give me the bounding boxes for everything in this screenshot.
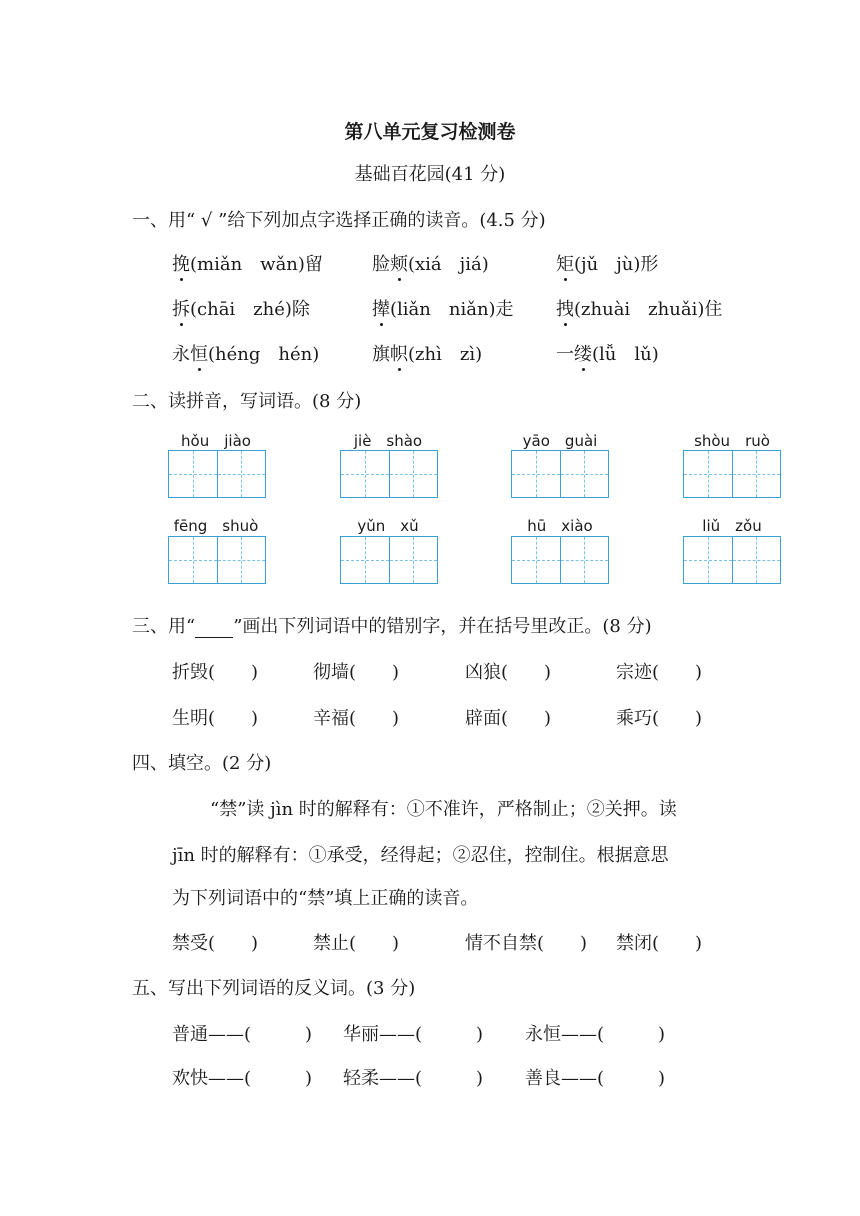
q3-item: 彻墙( ) [313, 662, 400, 683]
q3-item: 乘巧( ) [616, 708, 703, 729]
q4-heading: 四、填空。(2 分) [132, 753, 272, 774]
underline-sample [195, 619, 233, 638]
q1-item: 永恒(héng hén) [172, 344, 320, 365]
pinyin-label: hǒu jiào [181, 432, 251, 450]
q1-heading: 一、用“ √ ”给下列加点字选择正确的读音。(4.5 分) [132, 210, 546, 231]
q3-item: 辟面( ) [465, 708, 552, 729]
section-subtitle: 基础百花园(41 分) [354, 164, 506, 185]
q4-item: 禁闭( ) [616, 933, 703, 954]
writing-grid[interactable] [340, 450, 438, 498]
q1-item: 旗帜(zhì zì) [372, 344, 483, 365]
q1-item: 挽(miǎn wǎn)留 [172, 254, 323, 275]
writing-grid[interactable] [683, 536, 781, 584]
q4-item: 禁受( ) [172, 933, 259, 954]
q4-paragraph-line: “禁”读 jìn 时的解释有：①不准许，严格制止；②关押。读 [210, 799, 677, 820]
q5-item: 轻柔——( ) [343, 1068, 484, 1089]
q5-item: 善良——( ) [525, 1068, 666, 1089]
q1-item: 拆(chāi zhé)除 [172, 299, 310, 320]
writing-grid[interactable] [511, 536, 609, 584]
q3-item: 辛福( ) [313, 708, 400, 729]
pinyin-label: hū xiào [527, 517, 593, 535]
q5-item: 普通——( ) [172, 1024, 313, 1045]
writing-grid[interactable] [511, 450, 609, 498]
q5-item: 华丽——( ) [343, 1024, 484, 1045]
q5-item: 欢快——( ) [172, 1068, 313, 1089]
q5-heading: 五、写出下列词语的反义词。(3 分) [132, 978, 416, 999]
q4-paragraph-line: 为下列词语中的“禁”填上正确的读音。 [172, 888, 479, 909]
pinyin-label: yǔn xǔ [357, 517, 419, 535]
q1-item: 拽(zhuài zhuǎi)住 [556, 299, 723, 320]
pinyin-label: fēng shuò [173, 517, 259, 535]
writing-grid[interactable] [168, 450, 266, 498]
pinyin-label: shòu ruò [694, 432, 770, 450]
q1-item: 撵(liǎn niǎn)走 [372, 299, 514, 320]
q3-heading: 三、用“ ”画出下列词语中的错别字，并在括号里改正。(8 分) [132, 616, 652, 637]
q3-item: 宗迹( ) [616, 662, 703, 683]
page-title: 第八单元复习检测卷 [344, 121, 516, 143]
q2-heading: 二、读拼音，写词语。(8 分) [132, 391, 362, 412]
writing-grid[interactable] [340, 536, 438, 584]
q1-item: 一缕(lǚ lǔ) [556, 344, 659, 365]
q3-item: 生明( ) [172, 708, 259, 729]
q1-item: 矩(jǔ jù)形 [556, 254, 659, 275]
q4-paragraph-line: jīn 时的解释有：①承受，经得起；②忍住，控制住。根据意思 [172, 845, 669, 866]
q3-item: 凶狼( ) [465, 662, 552, 683]
pinyin-label: yāo guài [522, 432, 598, 450]
q3-item: 折毁( ) [172, 662, 259, 683]
q5-item: 永恒——( ) [525, 1024, 666, 1045]
pinyin-label: jiè shào [353, 432, 423, 450]
pinyin-label: liǔ zǒu [702, 517, 762, 535]
writing-grid[interactable] [683, 450, 781, 498]
writing-grid[interactable] [168, 536, 266, 584]
q1-item: 脸颊(xiá jiá) [372, 254, 489, 275]
q4-item: 情不自禁( ) [465, 933, 588, 954]
q4-item: 禁止( ) [313, 933, 400, 954]
